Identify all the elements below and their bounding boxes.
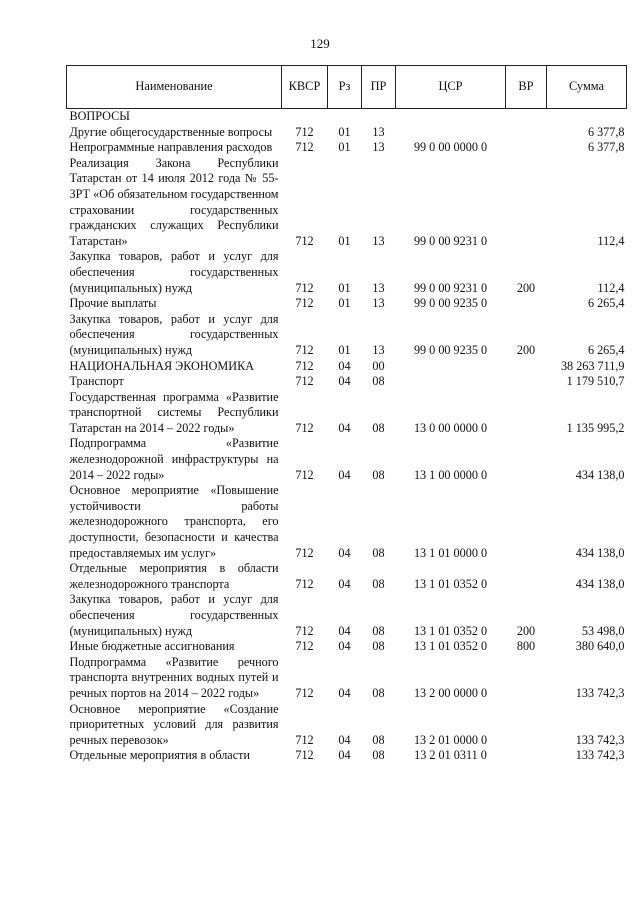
cell-pr (362, 109, 396, 125)
cell-rz: 04 (338, 639, 351, 654)
cell-name: Реализация Закона Республики Татарстан от 14 июля 2012 года № 55-ЗРТ «Об обязательном государственном страховании государственных гражданских служащих Республики Татарстан» (69, 155, 279, 248)
cell-name: Закупка товаров, работ и услуг для обеспечения государственных (муниципальных) нужд (69, 249, 279, 295)
header-pr: ПР (362, 66, 396, 109)
cell-vr (506, 109, 547, 125)
cell-rz: 01 (338, 342, 351, 357)
table-row (67, 296, 627, 312)
cell-rz: 01 (338, 140, 351, 155)
cell-kvsr: 712 (295, 685, 314, 700)
cell-sum: 112,4 (597, 280, 625, 295)
cell-csr (396, 109, 506, 125)
cell-pr: 08 (372, 420, 385, 435)
cell-pr: 13 (372, 124, 385, 139)
table-row (67, 436, 627, 483)
cell-name: Другие общегосударственные вопросы (69, 124, 273, 139)
cell-name: Основное мероприятие «Создание приоритетных условий для развития речных перевозок» (69, 701, 279, 747)
cell-pr: 08 (372, 374, 385, 389)
table-row (67, 125, 627, 141)
cell-sum: 1 135 995,2 (566, 420, 625, 435)
cell-pr: 08 (372, 623, 385, 638)
table-row (67, 592, 627, 639)
cell-name: Закупка товаров, работ и услуг для обеспечения государственных (муниципальных) нужд (69, 311, 279, 357)
cell-pr: 13 (372, 280, 385, 295)
cell-vr (506, 296, 547, 312)
cell-sum: 1 179 510,7 (566, 374, 625, 389)
cell-pr: 08 (372, 576, 385, 591)
cell-csr: 99 0 00 9231 0 (413, 233, 488, 248)
cell-vr (506, 390, 547, 437)
cell-rz: 04 (338, 467, 351, 482)
table-header-row (67, 66, 627, 109)
cell-csr: 99 0 00 0000 0 (413, 140, 488, 155)
cell-rz: 04 (338, 685, 351, 700)
cell-csr (396, 359, 506, 375)
cell-rz: 04 (338, 358, 351, 373)
cell-sum: 133 742,3 (575, 732, 625, 747)
cell-vr: 200 (516, 280, 536, 295)
cell-pr: 08 (372, 545, 385, 560)
cell-sum: 6 265,4 (587, 342, 625, 357)
cell-csr: 13 1 01 0352 0 (413, 623, 488, 638)
cell-sum: 434 138,0 (575, 545, 625, 560)
cell-kvsr: 712 (295, 280, 314, 295)
cell-kvsr: 712 (295, 732, 314, 747)
cell-rz: 04 (338, 420, 351, 435)
cell-name: Транспорт (69, 374, 124, 389)
table-row (67, 109, 627, 125)
cell-csr (396, 125, 506, 141)
cell-vr (506, 748, 547, 764)
cell-kvsr: 712 (295, 342, 314, 357)
cell-csr (396, 374, 506, 390)
cell-name: Государственная программа «Развитие транспортной системы Республики Татарстан на 2014 – 2022 годы» (69, 389, 279, 435)
cell-sum: 6 265,4 (587, 296, 625, 311)
cell-sum: 6 377,8 (587, 140, 625, 155)
page-number: 129 (310, 36, 330, 51)
table-row (67, 561, 627, 592)
table-row (67, 483, 627, 561)
cell-sum: 434 138,0 (575, 467, 625, 482)
cell-pr: 08 (372, 467, 385, 482)
cell-rz (328, 109, 362, 125)
cell-pr: 13 (372, 233, 385, 248)
cell-kvsr: 712 (295, 576, 314, 591)
cell-kvsr: 712 (295, 374, 314, 389)
cell-csr: 99 0 00 9235 0 (413, 342, 488, 357)
header-csr: ЦСР (396, 66, 506, 109)
cell-csr: 99 0 00 9231 0 (413, 280, 488, 295)
cell-kvsr: 712 (295, 545, 314, 560)
cell-rz: 01 (338, 233, 351, 248)
cell-sum: 133 742,3 (575, 748, 625, 763)
cell-vr (506, 702, 547, 749)
cell-pr: 08 (372, 748, 385, 763)
table-row (67, 359, 627, 375)
cell-csr: 13 0 00 0000 0 (413, 420, 488, 435)
cell-kvsr: 712 (295, 358, 314, 373)
cell-csr: 99 0 00 9235 0 (413, 296, 488, 311)
cell-pr: 00 (372, 358, 385, 373)
cell-vr (506, 655, 547, 702)
cell-csr: 13 1 00 0000 0 (413, 467, 488, 482)
cell-csr: 13 1 01 0352 0 (413, 639, 488, 654)
cell-kvsr: 712 (295, 623, 314, 638)
cell-name: Закупка товаров, работ и услуг для обеспечения государственных (муниципальных) нужд (69, 592, 279, 638)
cell-sum (547, 109, 627, 125)
cell-rz: 01 (338, 296, 351, 311)
cell-rz: 04 (338, 732, 351, 747)
cell-name: Непрограммные направления расходов (69, 140, 273, 155)
cell-pr: 13 (372, 342, 385, 357)
table-row (67, 374, 627, 390)
cell-kvsr: 712 (295, 748, 314, 763)
cell-kvsr: 712 (295, 296, 314, 311)
cell-sum: 6 377,8 (587, 124, 625, 139)
cell-name: Основное мероприятие «Повышение устойчивости работы железнодорожного транспорта, его доступности, безопасности и качества предоставляемых им услуг» (69, 483, 279, 560)
cell-sum: 434 138,0 (575, 576, 625, 591)
cell-pr: 13 (372, 140, 385, 155)
cell-kvsr: 712 (295, 467, 314, 482)
cell-csr: 13 1 01 0352 0 (413, 576, 488, 591)
cell-name: Отдельные мероприятия в области (69, 748, 250, 763)
cell-sum: 112,4 (597, 233, 625, 248)
cell-vr: 200 (516, 342, 536, 357)
cell-vr (506, 436, 547, 483)
cell-vr (506, 156, 547, 250)
cell-kvsr (282, 109, 328, 125)
cell-rz: 01 (338, 124, 351, 139)
header-rz: Рз (328, 66, 362, 109)
cell-name: ВОПРОСЫ (69, 109, 130, 123)
table-row (67, 249, 627, 296)
table-row (67, 390, 627, 437)
cell-kvsr: 712 (295, 140, 314, 155)
cell-name: Прочие выплаты (69, 296, 157, 311)
cell-vr (506, 483, 547, 561)
cell-rz: 04 (338, 545, 351, 560)
cell-vr (506, 140, 547, 156)
header-sum: Сумма (547, 66, 627, 109)
cell-name: Отдельные мероприятия в области железнодорожного транспорта (69, 561, 279, 591)
header-vr: ВР (506, 66, 547, 109)
header-kvsr: КВСР (282, 66, 328, 109)
cell-pr: 13 (372, 296, 385, 311)
table-body (67, 109, 627, 764)
cell-name: Подпрограмма «Развитие речного транспорта внутренних водных путей и речных портов на 2014 – 2022 годы» (69, 654, 279, 700)
cell-csr: 13 2 00 0000 0 (413, 685, 488, 700)
cell-kvsr: 712 (295, 124, 314, 139)
cell-csr: 13 2 01 0000 0 (413, 732, 488, 747)
cell-rz: 04 (338, 748, 351, 763)
budget-table (66, 65, 627, 764)
cell-name: Подпрограмма «Развитие железнодорожной инфраструктуры на 2014 – 2022 годы» (69, 436, 279, 482)
cell-sum: 133 742,3 (575, 685, 625, 700)
table-row (67, 156, 627, 250)
cell-vr (506, 374, 547, 390)
cell-vr: 200 (516, 623, 536, 638)
table-row (67, 655, 627, 702)
cell-rz: 01 (338, 280, 351, 295)
cell-kvsr: 712 (295, 420, 314, 435)
table-row (67, 702, 627, 749)
cell-sum: 38 263 711,9 (560, 358, 625, 373)
cell-pr: 08 (372, 685, 385, 700)
table-row (67, 312, 627, 359)
cell-csr: 13 1 01 0000 0 (413, 545, 488, 560)
cell-kvsr: 712 (295, 233, 314, 248)
table-row (67, 748, 627, 764)
cell-name: НАЦИОНАЛЬНАЯ ЭКОНОМИКА (69, 358, 254, 373)
cell-sum: 53 498,0 (581, 623, 625, 638)
cell-vr: 800 (516, 639, 536, 654)
cell-rz: 04 (338, 374, 351, 389)
cell-rz: 04 (338, 623, 351, 638)
cell-vr (506, 561, 547, 592)
cell-vr (506, 359, 547, 375)
cell-rz: 04 (338, 576, 351, 591)
cell-pr: 08 (372, 732, 385, 747)
header-name: Наименование (67, 66, 282, 109)
cell-vr (506, 125, 547, 141)
cell-sum: 380 640,0 (575, 639, 625, 654)
cell-pr: 08 (372, 639, 385, 654)
table-row (67, 140, 627, 156)
cell-csr: 13 2 01 0311 0 (414, 748, 487, 763)
table-row (67, 639, 627, 655)
cell-kvsr: 712 (295, 639, 314, 654)
cell-name: Иные бюджетные ассигнования (69, 639, 235, 654)
